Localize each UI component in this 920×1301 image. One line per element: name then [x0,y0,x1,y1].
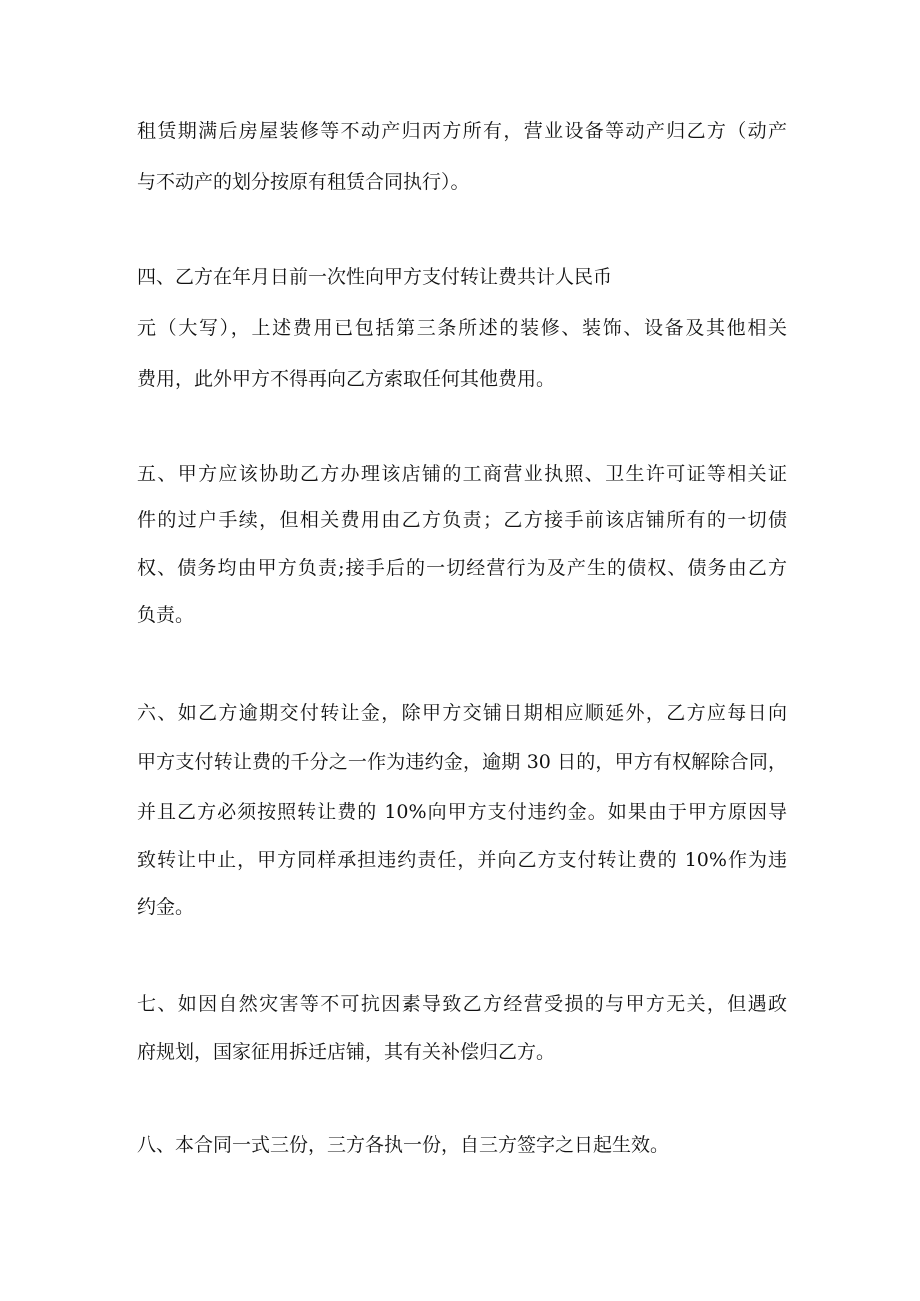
paragraph-line: 与不动产的划分按原有租赁合同执行）。 [137,171,470,193]
clause-5-line: 负责。 [137,604,195,626]
clause-4-line: 元（大写），上述费用已包括第三条所述的装修、装饰、设备及其他相关 [137,317,787,339]
clause-6-line: 六、如乙方逾期交付转让金，除甲方交铺日期相应顺延外，乙方应每日向 [137,702,787,724]
paragraph-line: 租赁期满后房屋装修等不动产归丙方所有，营业设备等动产归乙方（动产 [137,120,787,142]
clause-7-line: 七、如因自然灾害等不可抗因素导致乙方经营受损的与甲方无关，但遇政 [137,993,787,1015]
clause-4-line: 四、乙方在年月日前一次性向甲方支付转让费共计人民币 [137,266,613,288]
clause-7-line: 府规划，国家征用拆迁店铺，其有关补偿归乙方。 [137,1041,556,1063]
clause-6-line: 致转让中止，甲方同样承担违约责任，并向乙方支付转让费的 10%作为违 [137,849,787,871]
clause-6-line: 约金。 [137,896,195,918]
clause-6-line: 并且乙方必须按照转让费的 10%向甲方支付违约金。如果由于甲方原因导 [137,801,787,823]
clause-6-line: 甲方支付转让费的千分之一作为违约金，逾期 30 日的，甲方有权解除合同， [137,751,787,773]
clause-4-line: 费用，此外甲方不得再向乙方索取任何其他费用。 [137,368,556,390]
clause-5-line: 件的过户手续，但相关费用由乙方负责；乙方接手前该店铺所有的一切债 [137,509,787,531]
clause-8-line: 八、本合同一式三份，三方各执一份，自三方签字之日起生效。 [137,1134,670,1156]
clause-5-line: 五、甲方应该协助乙方办理该店铺的工商营业执照、卫生许可证等相关证 [137,463,787,485]
clause-5-line: 权、债务均由甲方负责;接手后的一切经营行为及产生的债权、债务由乙方 [137,557,787,579]
